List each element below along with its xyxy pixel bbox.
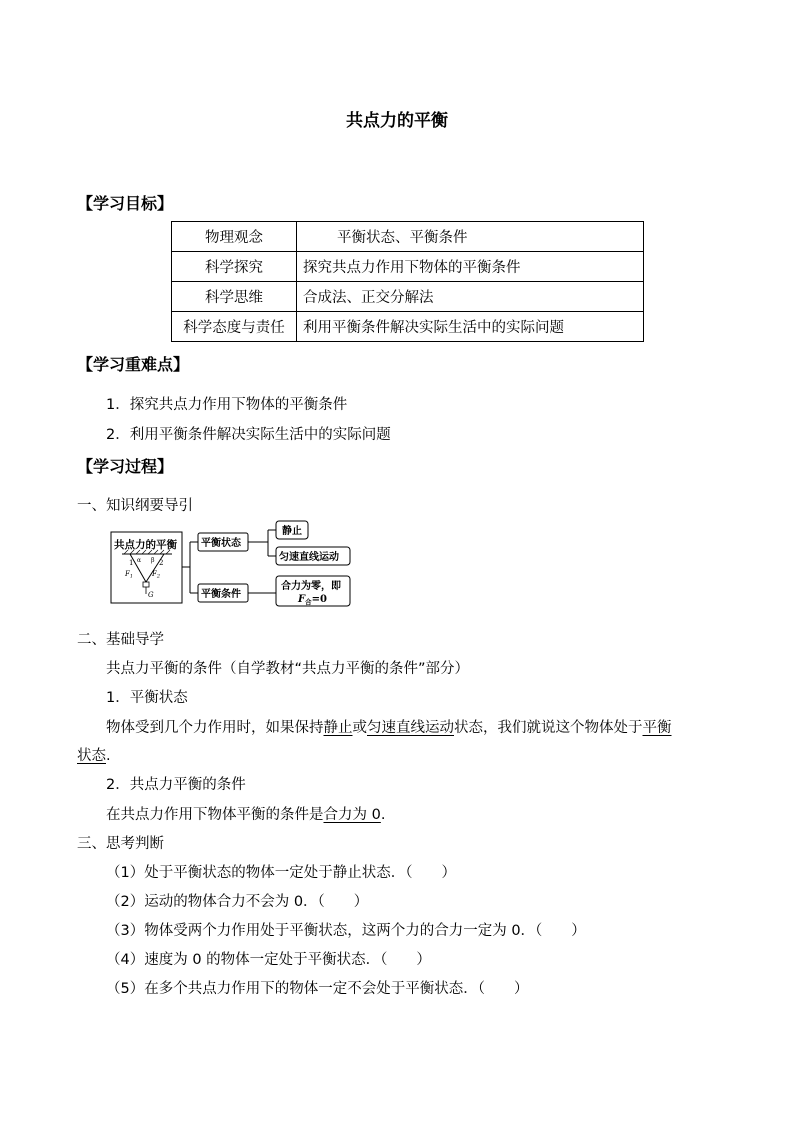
part2-paragraph-state-cont: 状态. (77, 748, 111, 764)
section-heading-process: 【学习过程】 (77, 457, 174, 476)
hanging-weight (143, 582, 149, 587)
table-cell-key: 科学态度与责任 (172, 312, 297, 342)
answer-blank: 状态 (77, 748, 106, 764)
diagram-item-static: 静止 (282, 526, 302, 537)
judgement-item: （3）物体受两个力作用处于平衡状态，这两个力的合力一定为 0．（ ） (106, 923, 586, 939)
angle-alpha-label: α (137, 557, 142, 564)
section-heading-keypoints: 【学习重难点】 (77, 355, 190, 374)
force-f2-label: $F_2$ (152, 570, 161, 580)
judgement-item: （2）运动的物体合力不会为 0．（ ） (106, 894, 369, 910)
diagram-condition-text: 合力为零，即 (281, 581, 341, 592)
part3-heading: 三、思考判断 (77, 836, 164, 852)
diagram-item-uniform: 匀速直线运动 (279, 552, 339, 563)
table-cell-value: 探究共点力作用下物体的平衡条件 (297, 252, 644, 282)
rope-1-label: 1 (129, 559, 134, 567)
diagram-root-label: 共点力的平衡 (114, 539, 177, 551)
answer-blank: 合力为 0 (323, 807, 381, 823)
answer-blank: 匀速直线运动 (367, 720, 454, 736)
judgement-item: （5）在多个共点力作用下的物体一定不会处于平衡状态．（ ） (106, 981, 529, 997)
judgement-item: （1）处于平衡状态的物体一定处于静止状态．（ ） (106, 865, 456, 881)
table-cell-value: 平衡状态、平衡条件 (297, 222, 644, 252)
judgement-item: （4）速度为 0 的物体一定处于平衡状态．（ ） (106, 952, 431, 968)
diagram-condition-formula: $F_合=0$ (298, 594, 327, 606)
knowledge-outline-diagram (108, 518, 354, 608)
keypoint-item: 1．探究共点力作用下物体的平衡条件 (106, 397, 348, 413)
part2-subheading-condition: 2．共点力平衡的条件 (106, 777, 246, 793)
table-cell-value: 利用平衡条件解决实际生活中的实际问题 (297, 312, 644, 342)
table-row (172, 252, 644, 282)
answer-blank: 静止 (323, 720, 353, 736)
part2-subheading-state: 1．平衡状态 (106, 690, 188, 706)
rope-2-label: 2 (159, 559, 164, 567)
table-cell-value: 合成法、正交分解法 (297, 282, 644, 312)
table-cell-key: 科学探究 (172, 252, 297, 282)
part2-paragraph-state: 物体受到几个力作用时，如果保持静止或匀速直线运动状态，我们就说这个物体处于平衡 (106, 720, 672, 736)
angle-beta-label: β (151, 557, 155, 564)
keypoint-item: 2．利用平衡条件解决实际生活中的实际问题 (106, 427, 391, 443)
diagram-condition-label: 平衡条件 (201, 589, 241, 600)
part2-intro: 共点力平衡的条件（自学教材“共点力平衡的条件”部分） (106, 661, 470, 677)
gravity-label: G (148, 591, 154, 599)
table-cell-key: 物理观念 (172, 222, 297, 252)
table-row (172, 222, 644, 252)
diagram-state-label: 平衡状态 (201, 538, 241, 549)
table-cell-key: 科学思维 (172, 282, 297, 312)
force-f1-label: $F_1$ (125, 570, 134, 580)
goals-table (171, 221, 644, 342)
part1-heading: 一、知识纲要导引 (77, 498, 193, 514)
part2-paragraph-condition: 在共点力作用下物体平衡的条件是合力为 0. (106, 807, 386, 823)
table-row (172, 312, 644, 342)
answer-blank: 平衡 (642, 720, 672, 736)
table-row (172, 282, 644, 312)
section-heading-goals: 【学习目标】 (77, 194, 174, 213)
part2-heading: 二、基础导学 (77, 632, 164, 648)
page-title: 共点力的平衡 (346, 111, 448, 131)
